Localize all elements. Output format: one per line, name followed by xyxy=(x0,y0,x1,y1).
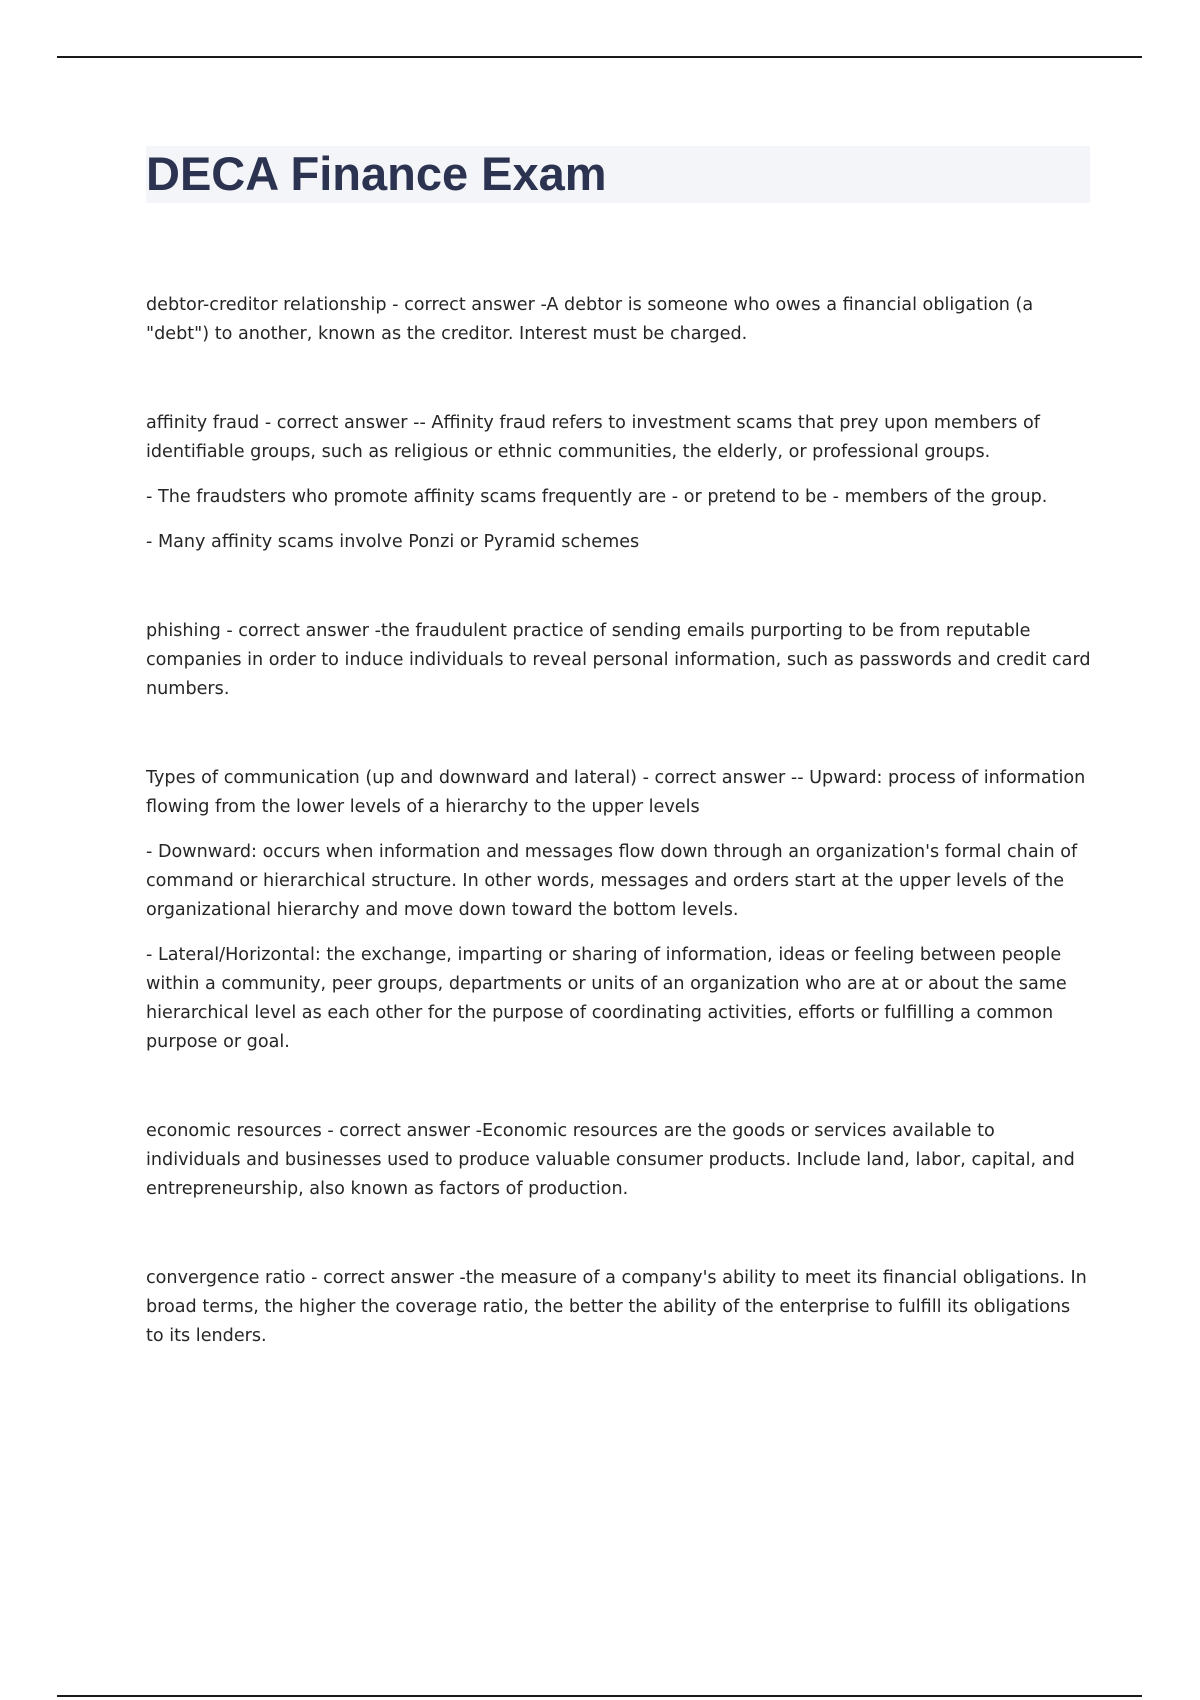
entry-paragraph: Types of communication (up and downward and lateral) - correct answer -- Upward: process of information flowing from the lower levels of a hierarchy to the upper levels xyxy=(146,768,1086,817)
entry-paragraph: - Lateral/Horizontal: the exchange, imparting or sharing of information, ideas or feeling between people within a community, peer groups, departments or units of an organization who are at or about the same hierarchical level as each other for the purpose of coordinating activities, efforts or fulfilling a common purpose or goal. xyxy=(146,945,1067,1052)
header-rule xyxy=(57,56,1142,58)
entry-paragraph: convergence ratio - correct answer -the measure of a company's ability to meet its financial obligations. In broad terms, the higher the coverage ratio, the better the ability of the enterprise to fulfill its obligations to its lenders. xyxy=(146,1268,1087,1346)
entry-convergence-ratio xyxy=(146,1264,1091,1351)
entry-types-of-communication xyxy=(146,764,1091,1057)
document-title: DECA Finance Exam xyxy=(146,147,607,200)
entry-paragraph: - Downward: occurs when information and messages flow down through an organization's formal chain of command or hierarchical structure. In other words, messages and orders start at the upper levels of the organizational hierarchy and move down toward the bottom levels. xyxy=(146,842,1078,920)
entry-paragraph: - Many affinity scams involve Ponzi or Pyramid schemes xyxy=(146,532,640,552)
entry-paragraph: - The fraudsters who promote affinity scams frequently are - or pretend to be - members of the group. xyxy=(146,487,1048,507)
entry-paragraph: debtor-creditor relationship - correct answer -A debtor is someone who owes a financial obligation (a "debt") to another, known as the creditor. Interest must be charged. xyxy=(146,295,1034,344)
footer-rule xyxy=(57,1695,1142,1697)
entry-paragraph: economic resources - correct answer -Economic resources are the goods or services available to individuals and businesses used to produce valuable consumer products. Include land, labor, capital, and entrepreneurship, also known as factors of production. xyxy=(146,1121,1075,1199)
entry-affinity-fraud xyxy=(146,409,1091,557)
document-body xyxy=(146,291,1091,1351)
entry-phishing xyxy=(146,617,1091,704)
entry-paragraph: affinity fraud - correct answer -- Affinity fraud refers to investment scams that prey upon members of identifiable groups, such as religious or ethnic communities, the elderly, or professional groups. xyxy=(146,413,1040,462)
entry-economic-resources xyxy=(146,1117,1091,1204)
entry-debtor-creditor xyxy=(146,291,1091,349)
entry-paragraph: phishing - correct answer -the fraudulent practice of sending emails purporting to be from reputable companies in order to induce individuals to reveal personal information, such as passwords and credit card numbers. xyxy=(146,621,1091,699)
